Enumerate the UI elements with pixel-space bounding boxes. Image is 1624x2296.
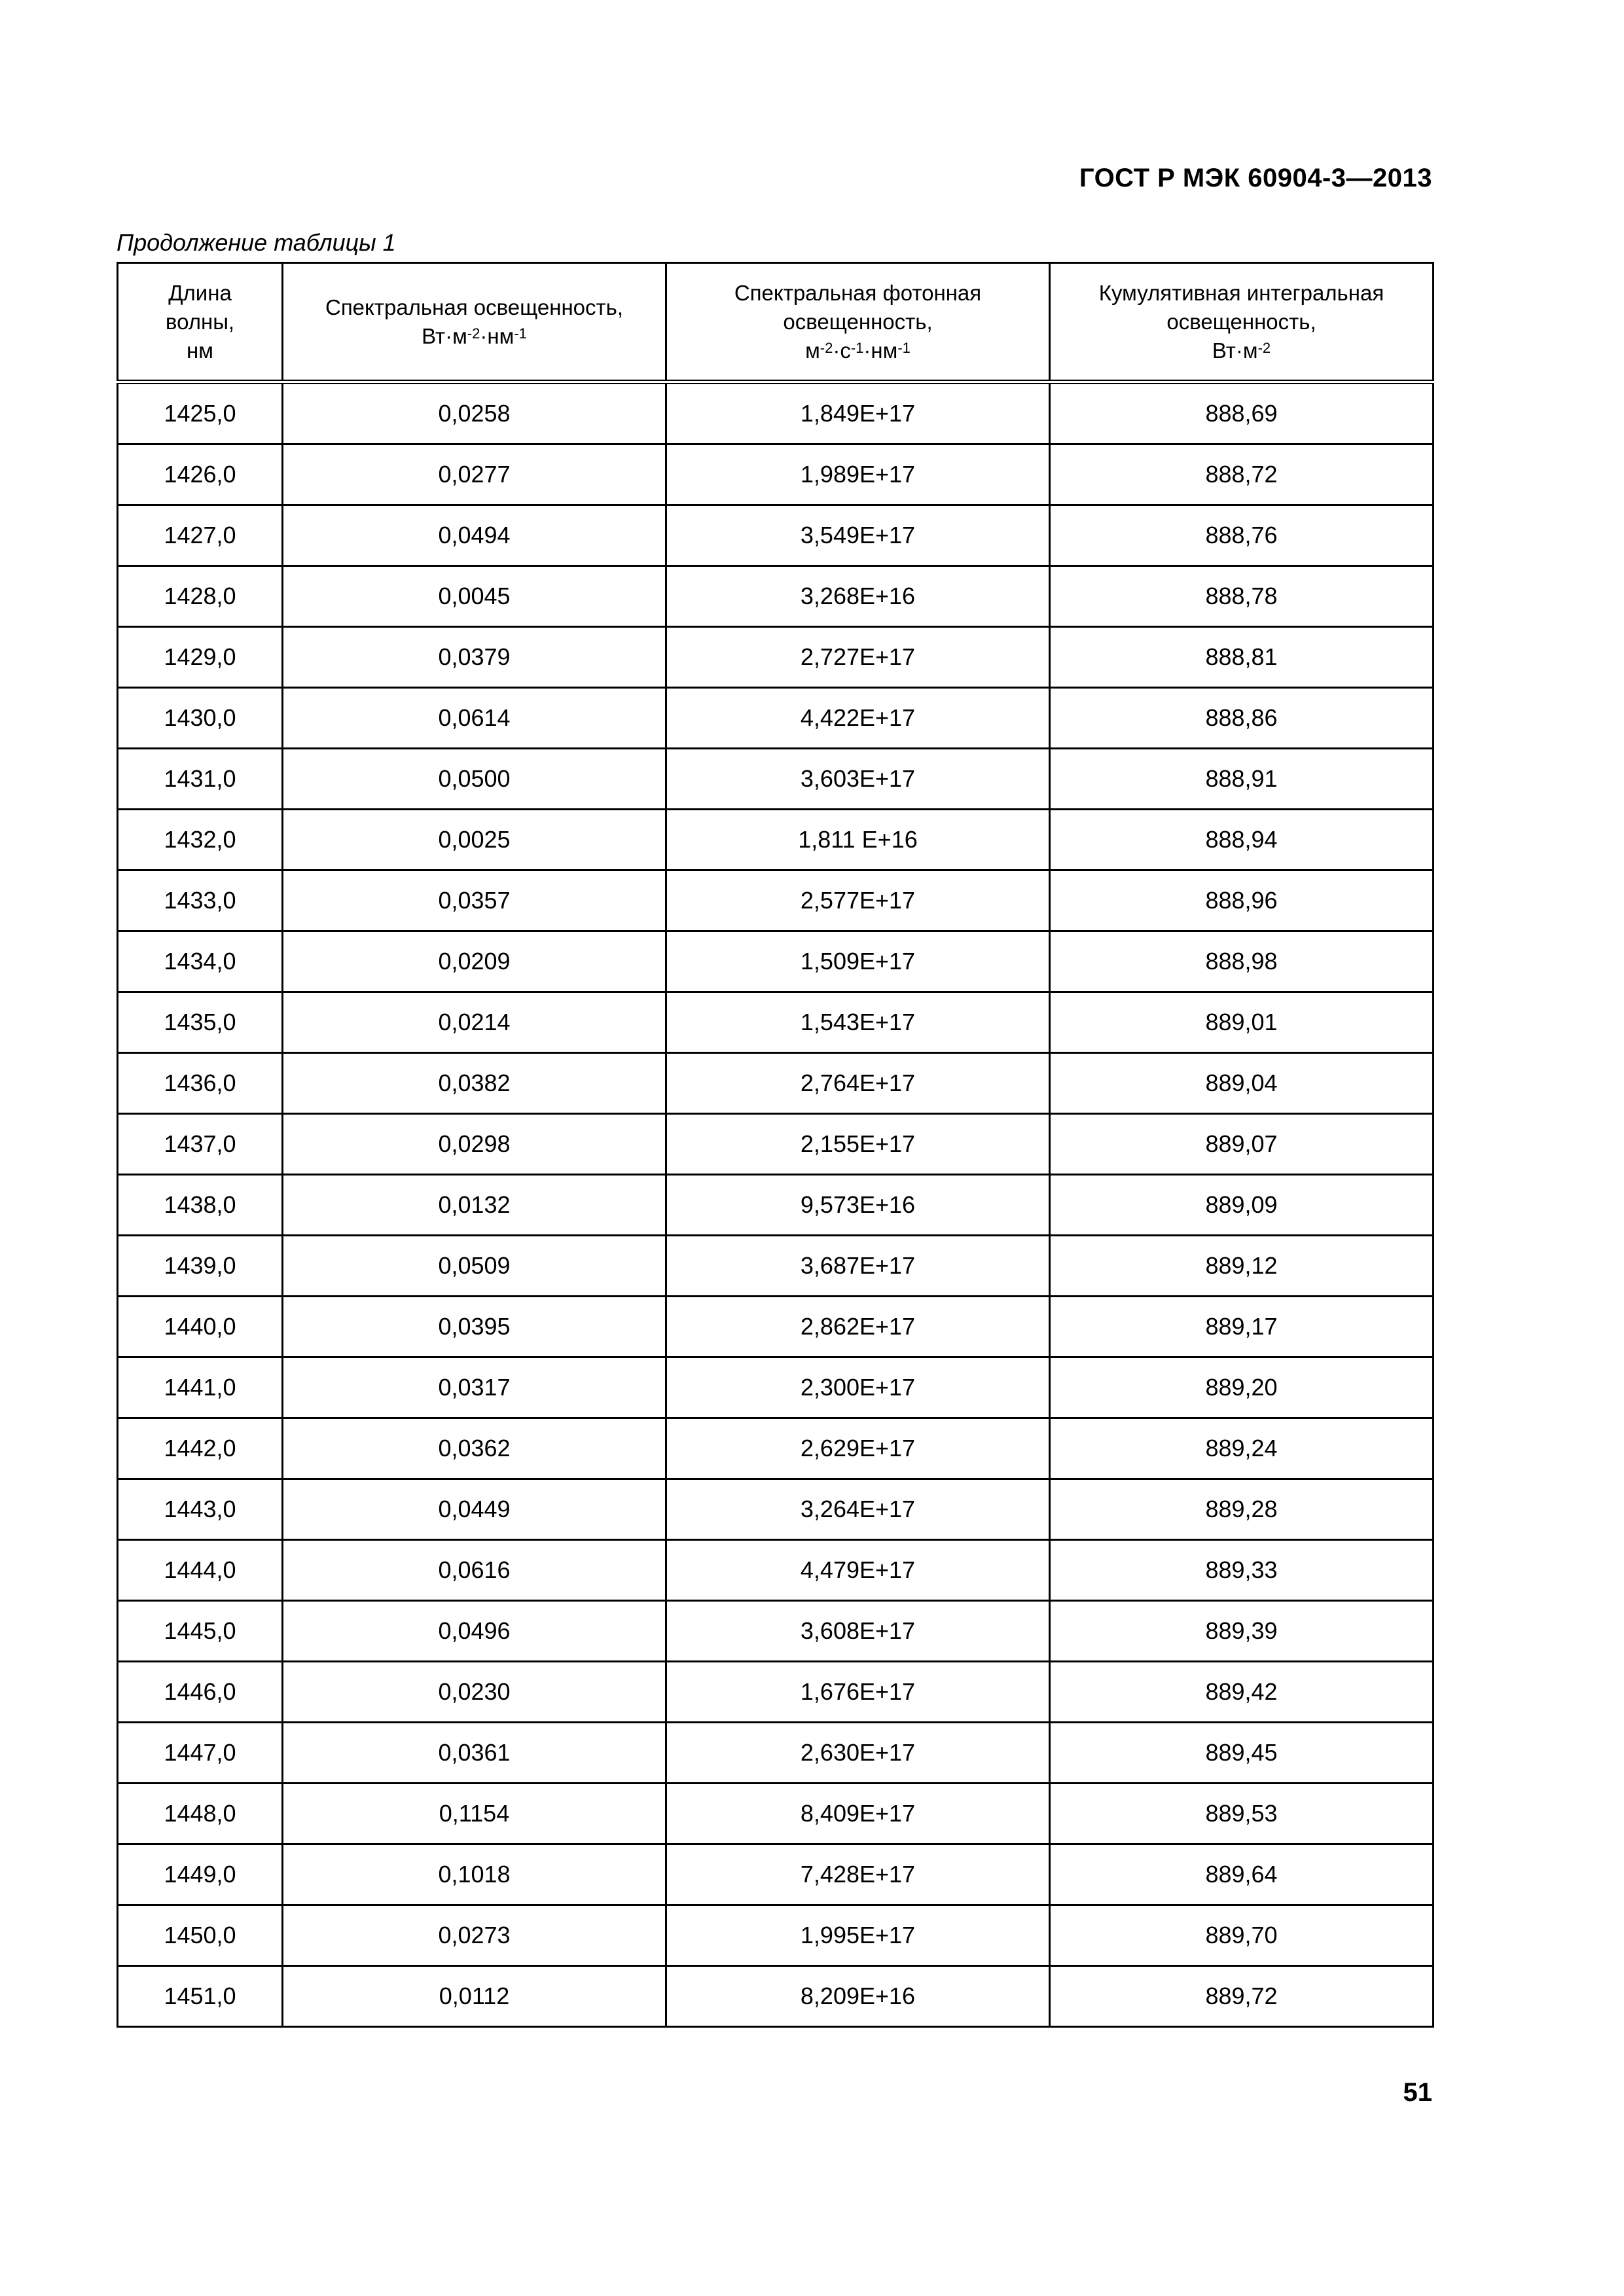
cumulative-irradiance-cell: 889,53 [1050, 1784, 1434, 1844]
cumulative-irradiance-cell: 889,01 [1050, 992, 1434, 1053]
cumulative-irradiance-cell: 889,24 [1050, 1418, 1434, 1479]
wavelength-cell: 1445,0 [118, 1601, 283, 1662]
cumulative-irradiance-cell: 888,78 [1050, 566, 1434, 627]
spectral-irradiance-cell: 0,0230 [283, 1662, 666, 1723]
photon-irradiance-cell: 2,155E+17 [666, 1114, 1050, 1175]
table-row [118, 1601, 1434, 1662]
cumulative-irradiance-cell: 889,72 [1050, 1966, 1434, 2027]
photon-irradiance-cell: 1,676E+17 [666, 1662, 1050, 1723]
wavelength-cell: 1433,0 [118, 870, 283, 931]
cumulative-irradiance-cell: 889,42 [1050, 1662, 1434, 1723]
spectral-irradiance-cell: 0,0357 [283, 870, 666, 931]
photon-irradiance-cell: 1,849E+17 [666, 382, 1050, 444]
photon-irradiance-cell: 8,209E+16 [666, 1966, 1050, 2027]
spectral-irradiance-cell: 0,0500 [283, 749, 666, 810]
wavelength-cell: 1444,0 [118, 1540, 283, 1601]
spectral-irradiance-cell: 0,0449 [283, 1479, 666, 1540]
wavelength-cell: 1430,0 [118, 688, 283, 749]
wavelength-cell: 1441,0 [118, 1357, 283, 1418]
cumulative-irradiance-cell: 888,76 [1050, 505, 1434, 566]
header-cumulative-line-1: Кумулятивная интегральная [1098, 280, 1384, 305]
cumulative-irradiance-cell: 889,70 [1050, 1905, 1434, 1966]
spectral-irradiance-cell: 0,0362 [283, 1418, 666, 1479]
document-code: ГОСТ Р МЭК 60904-3—2013 [1079, 164, 1432, 192]
spectral-irradiance-cell: 0,0494 [283, 505, 666, 566]
wavelength-cell: 1440,0 [118, 1297, 283, 1357]
spectral-irradiance-cell: 0,0298 [283, 1114, 666, 1175]
table-row [118, 1114, 1434, 1175]
table-row [118, 1905, 1434, 1966]
spectral-irradiance-cell: 0,0112 [283, 1966, 666, 2027]
cumulative-irradiance-cell: 889,45 [1050, 1723, 1434, 1784]
spectral-irradiance-cell: 0,0395 [283, 1297, 666, 1357]
header-spectral-irradiance-unit: $Вт\cdot м^{-2}\cdot нм^{-1}$ [422, 323, 527, 348]
cumulative-irradiance-cell: 889,20 [1050, 1357, 1434, 1418]
header-cumulative-line-2: освещенность, [1166, 309, 1316, 334]
wavelength-cell: 1437,0 [118, 1114, 283, 1175]
table-row [118, 444, 1434, 505]
photon-irradiance-cell: 2,629E+17 [666, 1418, 1050, 1479]
wavelength-cell: 1443,0 [118, 1479, 283, 1540]
spectral-irradiance-cell: 0,0382 [283, 1053, 666, 1114]
wavelength-cell: 1442,0 [118, 1418, 283, 1479]
photon-irradiance-cell: 3,268E+16 [666, 566, 1050, 627]
header-cumulative-irradiance [1050, 263, 1434, 382]
table-row [118, 1418, 1434, 1479]
cumulative-irradiance-cell: 889,33 [1050, 1540, 1434, 1601]
table-row [118, 1236, 1434, 1297]
spectral-irradiance-cell: 0,0361 [283, 1723, 666, 1784]
photon-irradiance-cell: 2,300E+17 [666, 1357, 1050, 1418]
photon-irradiance-cell: 2,727E+17 [666, 627, 1050, 688]
spectral-irradiance-table [117, 262, 1434, 2028]
wavelength-cell: 1432,0 [118, 810, 283, 870]
table-row [118, 1357, 1434, 1418]
cumulative-irradiance-cell: 888,98 [1050, 931, 1434, 992]
photon-irradiance-cell: 4,479E+17 [666, 1540, 1050, 1601]
table-row [118, 505, 1434, 566]
photon-irradiance-cell: 1,995E+17 [666, 1905, 1050, 1966]
spectral-irradiance-cell: 0,0616 [283, 1540, 666, 1601]
spectral-irradiance-cell: 0,0614 [283, 688, 666, 749]
header-wavelength [118, 263, 283, 382]
table-row [118, 992, 1434, 1053]
cumulative-irradiance-cell: 888,96 [1050, 870, 1434, 931]
cumulative-irradiance-cell: 889,09 [1050, 1175, 1434, 1236]
spectral-irradiance-cell: 0,1018 [283, 1844, 666, 1905]
spectral-irradiance-cell: 0,0132 [283, 1175, 666, 1236]
header-spectral-irradiance [283, 263, 666, 382]
wavelength-cell: 1431,0 [118, 749, 283, 810]
wavelength-cell: 1446,0 [118, 1662, 283, 1723]
table-row [118, 1540, 1434, 1601]
cumulative-irradiance-cell: 889,64 [1050, 1844, 1434, 1905]
spectral-irradiance-cell: 0,0273 [283, 1905, 666, 1966]
table-row [118, 1723, 1434, 1784]
table-row [118, 1966, 1434, 2027]
photon-irradiance-cell: 7,428E+17 [666, 1844, 1050, 1905]
wavelength-cell: 1450,0 [118, 1905, 283, 1966]
spectral-irradiance-cell: 0,0045 [283, 566, 666, 627]
wavelength-cell: 1448,0 [118, 1784, 283, 1844]
wavelength-cell: 1449,0 [118, 1844, 283, 1905]
cumulative-irradiance-cell: 888,72 [1050, 444, 1434, 505]
wavelength-cell: 1435,0 [118, 992, 283, 1053]
wavelength-cell: 1447,0 [118, 1723, 283, 1784]
wavelength-cell: 1427,0 [118, 505, 283, 566]
spectral-irradiance-cell: 0,0509 [283, 1236, 666, 1297]
photon-irradiance-cell: 4,422E+17 [666, 688, 1050, 749]
photon-irradiance-cell: 3,264E+17 [666, 1479, 1050, 1540]
spectral-irradiance-cell: 0,0379 [283, 627, 666, 688]
header-wavelength-line-3: нм [187, 338, 213, 363]
photon-irradiance-cell: 2,764E+17 [666, 1053, 1050, 1114]
spectral-irradiance-cell: 0,0317 [283, 1357, 666, 1418]
table-row [118, 382, 1434, 444]
header-wavelength-line-2: волны, [165, 309, 235, 334]
photon-irradiance-cell: 1,811 E+16 [666, 810, 1050, 870]
cumulative-irradiance-cell: 889,07 [1050, 1114, 1434, 1175]
photon-irradiance-cell: 3,549E+17 [666, 505, 1050, 566]
photon-irradiance-cell: 3,603E+17 [666, 749, 1050, 810]
spectral-irradiance-cell: 0,0258 [283, 382, 666, 444]
spectral-irradiance-cell: 0,0025 [283, 810, 666, 870]
header-spectral-photon-line-2: освещенность, [783, 309, 933, 334]
table-row [118, 1662, 1434, 1723]
spectral-irradiance-cell: 0,1154 [283, 1784, 666, 1844]
wavelength-cell: 1426,0 [118, 444, 283, 505]
photon-irradiance-cell: 2,862E+17 [666, 1297, 1050, 1357]
photon-irradiance-cell: 8,409E+17 [666, 1784, 1050, 1844]
table-body [118, 382, 1434, 2027]
wavelength-cell: 1438,0 [118, 1175, 283, 1236]
spectral-table-wrapper [117, 262, 1432, 2028]
spectral-irradiance-cell: 0,0209 [283, 931, 666, 992]
table-row [118, 1479, 1434, 1540]
spectral-irradiance-cell: 0,0277 [283, 444, 666, 505]
header-spectral-photon-unit: $м^{-2}\cdot с^{-1}\cdot нм^{-1}$ [805, 338, 911, 363]
table-row [118, 870, 1434, 931]
table-row [118, 1844, 1434, 1905]
header-spectral-irradiance-line-1: Спектральная освещенность, [325, 295, 624, 319]
header-wavelength-line-1: Длина [168, 280, 232, 305]
wavelength-cell: 1429,0 [118, 627, 283, 688]
photon-irradiance-cell: 1,989E+17 [666, 444, 1050, 505]
photon-irradiance-cell: 9,573E+16 [666, 1175, 1050, 1236]
spectral-irradiance-cell: 0,0214 [283, 992, 666, 1053]
table-row [118, 1175, 1434, 1236]
wavelength-cell: 1439,0 [118, 1236, 283, 1297]
page-number: 51 [1403, 2078, 1432, 2107]
table-header-row [118, 263, 1434, 382]
photon-irradiance-cell: 2,630E+17 [666, 1723, 1050, 1784]
photon-irradiance-cell: 2,577E+17 [666, 870, 1050, 931]
header-spectral-photon-line-1: Спектральная фотонная [734, 280, 982, 305]
header-spectral-photon-irradiance [666, 263, 1050, 382]
cumulative-irradiance-cell: 889,28 [1050, 1479, 1434, 1540]
table-row [118, 810, 1434, 870]
cumulative-irradiance-cell: 889,17 [1050, 1297, 1434, 1357]
table-row [118, 566, 1434, 627]
table-row [118, 931, 1434, 992]
table-row [118, 1053, 1434, 1114]
wavelength-cell: 1436,0 [118, 1053, 283, 1114]
cumulative-irradiance-cell: 888,81 [1050, 627, 1434, 688]
cumulative-irradiance-cell: 889,04 [1050, 1053, 1434, 1114]
cumulative-irradiance-cell: 889,39 [1050, 1601, 1434, 1662]
cumulative-irradiance-cell: 888,69 [1050, 382, 1434, 444]
header-cumulative-unit: $Вт\cdot м^{-2}$ [1212, 338, 1271, 363]
wavelength-cell: 1451,0 [118, 1966, 283, 2027]
table-row [118, 627, 1434, 688]
wavelength-cell: 1425,0 [118, 382, 283, 444]
cumulative-irradiance-cell: 888,91 [1050, 749, 1434, 810]
cumulative-irradiance-cell: 888,86 [1050, 688, 1434, 749]
photon-irradiance-cell: 1,509E+17 [666, 931, 1050, 992]
photon-irradiance-cell: 3,687E+17 [666, 1236, 1050, 1297]
table-row [118, 749, 1434, 810]
photon-irradiance-cell: 1,543E+17 [666, 992, 1050, 1053]
cumulative-irradiance-cell: 889,12 [1050, 1236, 1434, 1297]
table-row [118, 688, 1434, 749]
table-row [118, 1297, 1434, 1357]
wavelength-cell: 1434,0 [118, 931, 283, 992]
wavelength-cell: 1428,0 [118, 566, 283, 627]
photon-irradiance-cell: 3,608E+17 [666, 1601, 1050, 1662]
spectral-irradiance-cell: 0,0496 [283, 1601, 666, 1662]
table-continuation-caption: Продолжение таблицы 1 [117, 229, 396, 256]
cumulative-irradiance-cell: 888,94 [1050, 810, 1434, 870]
table-row [118, 1784, 1434, 1844]
